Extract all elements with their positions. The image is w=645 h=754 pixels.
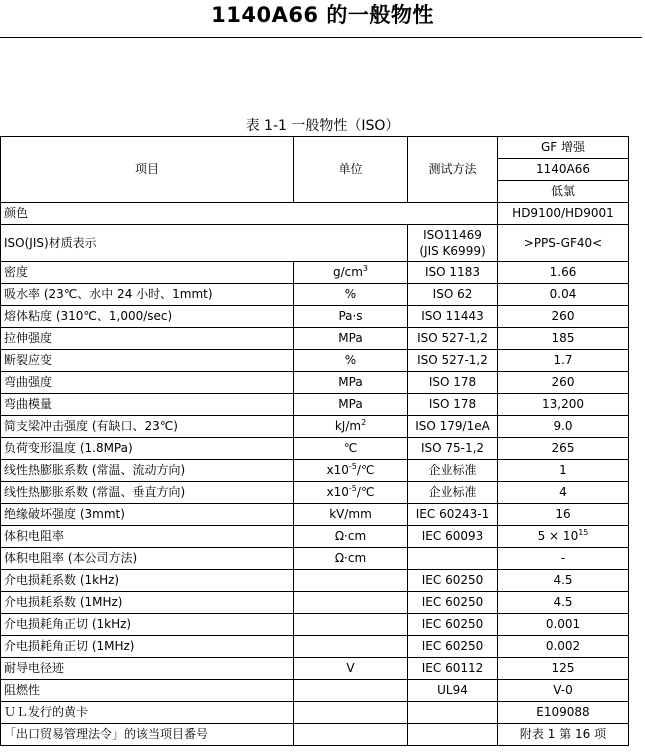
row-method: ISO 75-1,2: [408, 438, 498, 460]
table-row: [1, 328, 629, 350]
unit-superscript: -5: [348, 462, 357, 471]
row-unit: [294, 438, 408, 460]
row-unit: [294, 394, 408, 416]
unit-text: Ω·cm: [334, 529, 367, 543]
unit-suffix: /℃: [356, 485, 375, 499]
page-title: 1140A66 的一般物性: [211, 3, 434, 27]
value-text: E109088: [536, 705, 590, 719]
table-row: [1, 482, 629, 504]
table-row: [1, 262, 629, 284]
value-text: -: [560, 551, 566, 565]
table-row: [1, 570, 629, 592]
unit-text: kJ/m: [334, 419, 362, 433]
unit-text: Pa·s: [338, 309, 363, 323]
row-item: 负荷变形温度 (1.8MPa): [1, 438, 294, 460]
row-item: 介电损耗系数 (1kHz): [1, 570, 294, 592]
value-text: 16: [555, 507, 571, 521]
row-value: [498, 680, 629, 702]
row-unit: [294, 592, 408, 614]
material-value: >PPS-GF40<: [498, 225, 629, 262]
row-method: [408, 548, 498, 570]
material-label: ISO(JIS)材质表示: [1, 225, 408, 262]
table-row: [1, 350, 629, 372]
row-method: 企业标准: [408, 482, 498, 504]
row-method: [408, 702, 498, 724]
value-text: 5 × 10: [537, 529, 579, 543]
row-item: 耐导电径迹: [1, 658, 294, 680]
row-unit: [294, 680, 408, 702]
table-row: [1, 460, 629, 482]
row-unit: [294, 614, 408, 636]
row-unit: [294, 526, 408, 548]
row-item: 线性热膨胀系数 (常温、垂直方向): [1, 482, 294, 504]
table-row: [1, 702, 629, 724]
row-item: 「出口贸易管理法令」的该当项目番号: [1, 724, 294, 746]
row-method: IEC 60243-1: [408, 504, 498, 526]
row-unit: [294, 636, 408, 658]
row-item: 断裂应变: [1, 350, 294, 372]
row-value: [498, 636, 629, 658]
row-method: IEC 60250: [408, 592, 498, 614]
color-label: 颜色: [1, 203, 498, 225]
value-text: 9.0: [553, 419, 573, 433]
row-method: ISO 178: [408, 394, 498, 416]
unit-text: Ω·cm: [334, 551, 367, 565]
row-value: [498, 702, 629, 724]
row-item: 弯曲强度: [1, 372, 294, 394]
row-method: IEC 60112: [408, 658, 498, 680]
unit-suffix: /℃: [356, 463, 375, 477]
row-item: 绝缘破坏强度 (3mmt): [1, 504, 294, 526]
unit-text: MPa: [338, 397, 363, 411]
row-unit: [294, 570, 408, 592]
table-row: [1, 548, 629, 570]
row-item: 密度: [1, 262, 294, 284]
row-value: [498, 724, 629, 746]
row-item: 介电损耗角正切 (1kHz): [1, 614, 294, 636]
row-method: IEC 60093: [408, 526, 498, 548]
row-value: [498, 482, 629, 504]
row-method: ISO 527-1,2: [408, 328, 498, 350]
row-value: [498, 284, 629, 306]
table-row: [1, 504, 629, 526]
header-grade: 1140A66: [498, 159, 629, 181]
value-text: 0.001: [545, 617, 581, 631]
row-method: ISO 179/1eA: [408, 416, 498, 438]
row-item: 阻燃性: [1, 680, 294, 702]
properties-table-body: [1, 137, 629, 746]
table-row: [1, 306, 629, 328]
header-grade-note: 低氯: [498, 181, 629, 203]
row-item: 体积电阻率 (本公司方法): [1, 548, 294, 570]
unit-text: kV/mm: [329, 507, 372, 521]
row-unit: [294, 328, 408, 350]
unit-text: ℃: [343, 441, 358, 455]
row-method: ISO 62: [408, 284, 498, 306]
properties-table: [0, 136, 629, 746]
value-text: V-0: [553, 683, 573, 697]
row-unit: [294, 350, 408, 372]
row-method: [408, 724, 498, 746]
table-row: [1, 614, 629, 636]
table-caption: 表 1-1 一般物性（ISO）: [245, 118, 400, 134]
value-text: 1: [559, 463, 567, 477]
value-text: 260: [551, 375, 575, 389]
header-item: 项目: [1, 137, 294, 203]
row-unit: [294, 372, 408, 394]
value-text: 4: [559, 485, 567, 499]
row-value: [498, 570, 629, 592]
row-value: [498, 416, 629, 438]
row-value: [498, 372, 629, 394]
unit-text: g/cm: [332, 265, 363, 279]
value-text: 附表 1 第 16 项: [519, 727, 607, 741]
value-text: 4.5: [553, 573, 573, 587]
row-value: [498, 438, 629, 460]
table-row: [1, 416, 629, 438]
row-value: [498, 394, 629, 416]
color-row: [1, 203, 629, 225]
material-method: [408, 225, 498, 262]
table-row: [1, 284, 629, 306]
row-item: 吸水率 (23℃、水中 24 小时、1mmt): [1, 284, 294, 306]
value-text: 13,200: [542, 397, 584, 411]
unit-superscript: -5: [348, 484, 357, 493]
material-row: [1, 225, 629, 262]
header-unit: 单位: [294, 137, 408, 203]
row-value: [498, 592, 629, 614]
row-item: 拉伸强度: [1, 328, 294, 350]
unit-text: MPa: [338, 331, 363, 345]
value-text: 1.66: [549, 265, 577, 279]
header-method: 测试方法: [408, 137, 498, 203]
row-unit: [294, 460, 408, 482]
row-unit: [294, 284, 408, 306]
table-row: [1, 592, 629, 614]
unit-superscript: 3: [362, 264, 369, 273]
value-superscript: 15: [578, 528, 589, 537]
row-value: [498, 460, 629, 482]
unit-text: MPa: [338, 375, 363, 389]
row-value: [498, 350, 629, 372]
value-text: 125: [551, 661, 575, 675]
color-value: HD9100/HD9001: [498, 203, 629, 225]
table-row: [1, 636, 629, 658]
row-item: 介电损耗系数 (1MHz): [1, 592, 294, 614]
row-method: ISO 178: [408, 372, 498, 394]
unit-superscript: 2: [361, 418, 367, 427]
row-method: IEC 60250: [408, 636, 498, 658]
row-value: [498, 262, 629, 284]
row-unit: [294, 548, 408, 570]
unit-text: %: [344, 287, 357, 301]
row-item: 弯曲模量: [1, 394, 294, 416]
row-unit: [294, 504, 408, 526]
row-unit: [294, 262, 408, 284]
row-method: IEC 60250: [408, 614, 498, 636]
row-method: UL94: [408, 680, 498, 702]
table-row: [1, 394, 629, 416]
row-unit: [294, 724, 408, 746]
row-item: 体积电阻率: [1, 526, 294, 548]
material-method-line1: ISO11469: [423, 228, 482, 242]
unit-text: %: [344, 353, 357, 367]
row-unit: [294, 658, 408, 680]
table-row: [1, 680, 629, 702]
row-value: [498, 526, 629, 548]
value-text: 185: [551, 331, 575, 345]
row-value: [498, 614, 629, 636]
row-item: 熔体粘度 (310℃、1,000/sec): [1, 306, 294, 328]
value-text: 1.7: [553, 353, 573, 367]
row-item: 线性热膨胀系数 (常温、流动方向): [1, 460, 294, 482]
table-row: [1, 372, 629, 394]
row-value: [498, 328, 629, 350]
row-item: 简支梁冲击强度 (有缺口、23℃): [1, 416, 294, 438]
unit-text: x10: [326, 485, 349, 499]
value-text: 265: [551, 441, 575, 455]
title-divider: [0, 37, 642, 38]
row-value: [498, 504, 629, 526]
row-value: [498, 306, 629, 328]
row-method: IEC 60250: [408, 570, 498, 592]
material-method-line2: (JIS K6999): [419, 244, 486, 258]
value-text: 0.002: [545, 639, 581, 653]
row-method: ISO 1183: [408, 262, 498, 284]
row-unit: [294, 306, 408, 328]
row-unit: [294, 482, 408, 504]
header-row-1: [1, 137, 629, 159]
row-method: 企业标准: [408, 460, 498, 482]
unit-text: x10: [326, 463, 349, 477]
row-method: ISO 527-1,2: [408, 350, 498, 372]
row-unit: [294, 416, 408, 438]
unit-text: V: [346, 661, 355, 675]
table-row: [1, 724, 629, 746]
row-value: [498, 658, 629, 680]
row-item: 介电损耗角正切 (1MHz): [1, 636, 294, 658]
value-text: 4.5: [553, 595, 573, 609]
row-method: ISO 11443: [408, 306, 498, 328]
row-value: [498, 548, 629, 570]
table-row: [1, 658, 629, 680]
table-row: [1, 438, 629, 460]
header-grade-group: GF 增强: [498, 137, 629, 159]
row-unit: [294, 702, 408, 724]
row-item: ＵＬ发行的黄卡: [1, 702, 294, 724]
table-row: [1, 526, 629, 548]
value-text: 260: [551, 309, 575, 323]
value-text: 0.04: [549, 287, 577, 301]
